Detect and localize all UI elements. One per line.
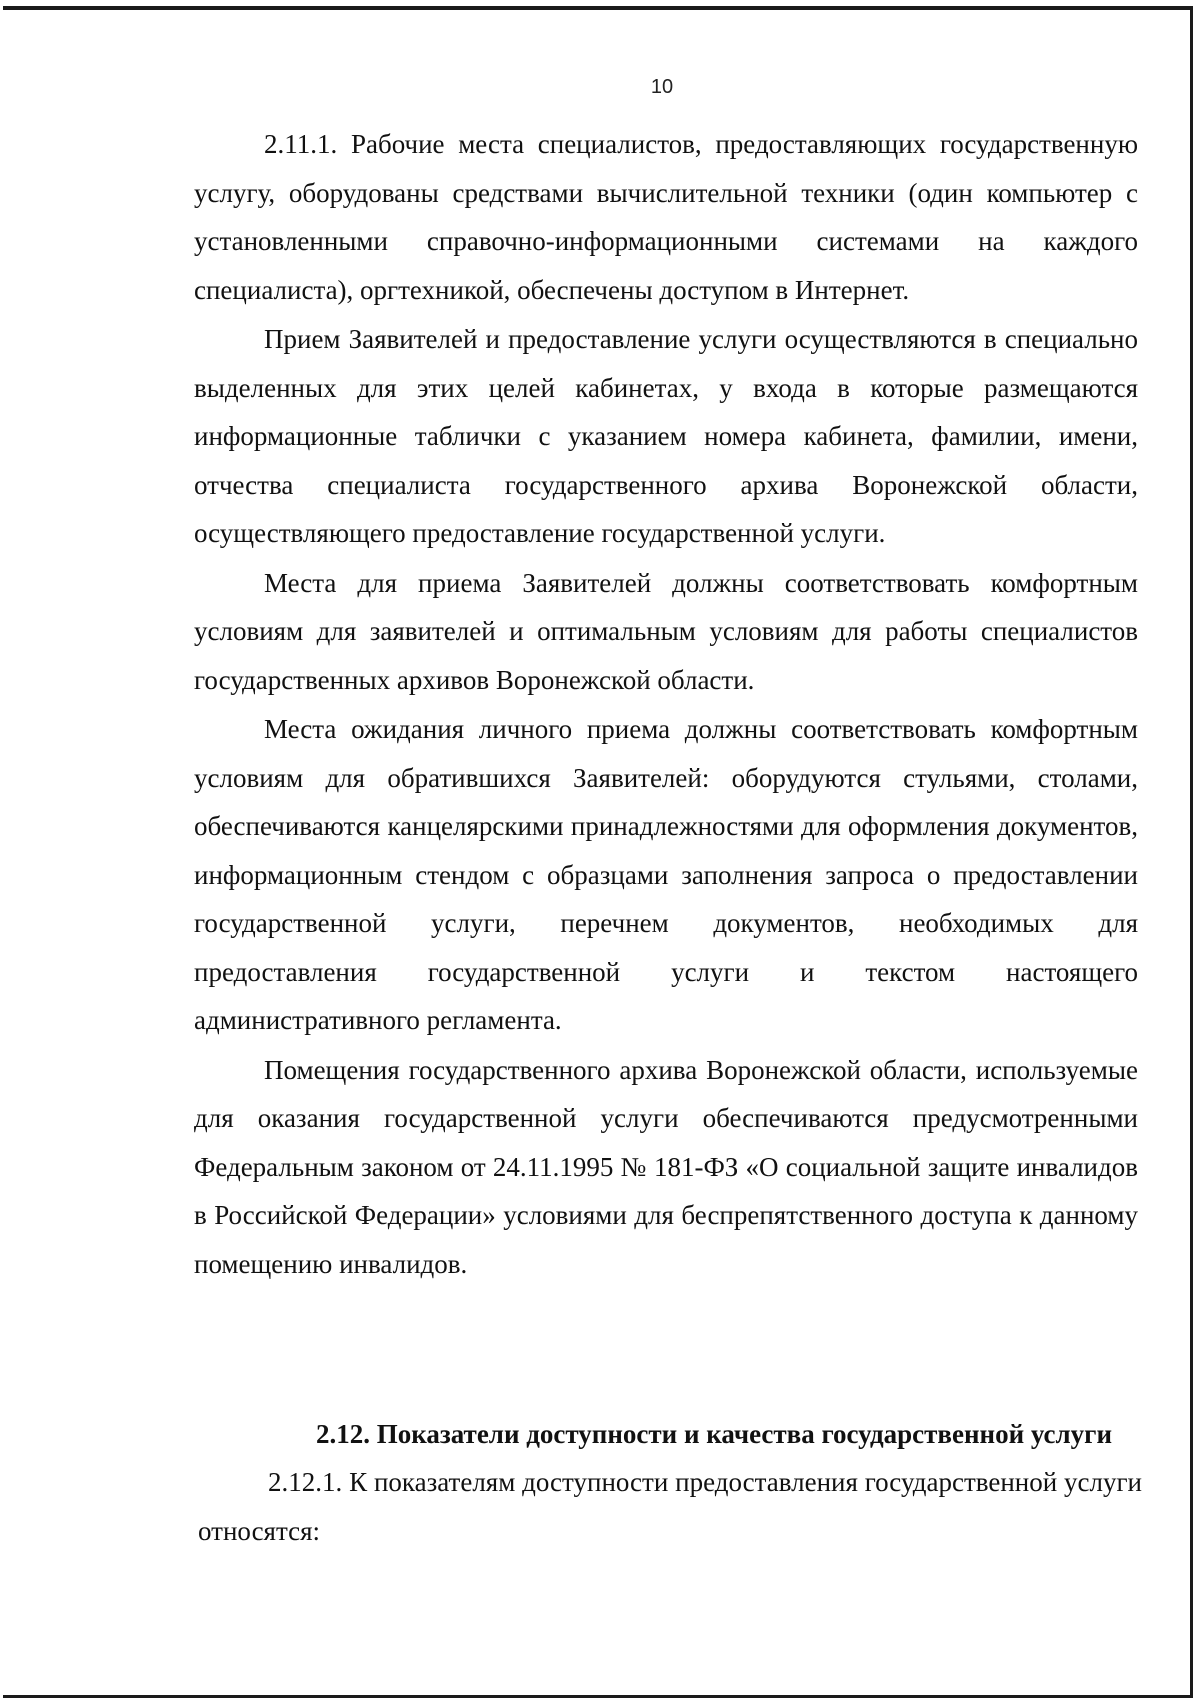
paragraph-waiting-places: Места ожидания личного приема должны соответствовать комфортным условиям для обратившихся Заявителей: оборудуются стульями, столами, обеспечиваются канцелярскими принадлежностями для оформления документов, информационным стендом с образцами заполнения запроса о предоставлении государственной услуги, перечнем документов, необходимых для предоставления государственной услуги и текстом настоящего административного регламента.: [194, 714, 1138, 1035]
section-body: [198, 1458, 1142, 1555]
paragraph-2-11-1: 2.11.1. Рабочие места специалистов, предоставляющих государственную услугу, оборудованы средствами вычислительной техники (один компьютер с установленными справочно-информационными системами на каждого специалиста), оргтехникой, обеспечены доступом в Интернет.: [194, 129, 1138, 305]
page-number: 10: [650, 76, 674, 98]
paragraph-2-12-1: 2.12.1. К показателям доступности предоставления государственной услуги относятся:: [198, 1467, 1142, 1546]
section-heading: 2.12. Показатели доступности и качества государственной услуги: [316, 1419, 1112, 1449]
paragraph-reception: Прием Заявителей и предоставление услуги осуществляются в специально выделенных для этих целей кабинетах, у входа в которые размещаются информационные таблички с указанием номера кабинета, фамилии, имени, отчества специалиста государственного архива Воронежской области, осуществляющего предоставление государственной услуги.: [194, 324, 1138, 548]
body-text: [194, 120, 1138, 1288]
paragraph-reception-places: Места для приема Заявителей должны соответствовать комфортным условиям для заявителей и оптимальным условиям для работы специалистов государственных архивов Воронежской области.: [194, 567, 1138, 695]
paragraph-premises-accessibility: Помещения государственного архива Воронежской области, используемые для оказания государственной услуги обеспечиваются предусмотренными Федеральным законом от 24.11.1995 № 181-ФЗ «О социальной защите инвалидов в Российской Федерации» условиями для беспрепятственного доступа к данному помещению инвалидов.: [194, 1054, 1138, 1279]
